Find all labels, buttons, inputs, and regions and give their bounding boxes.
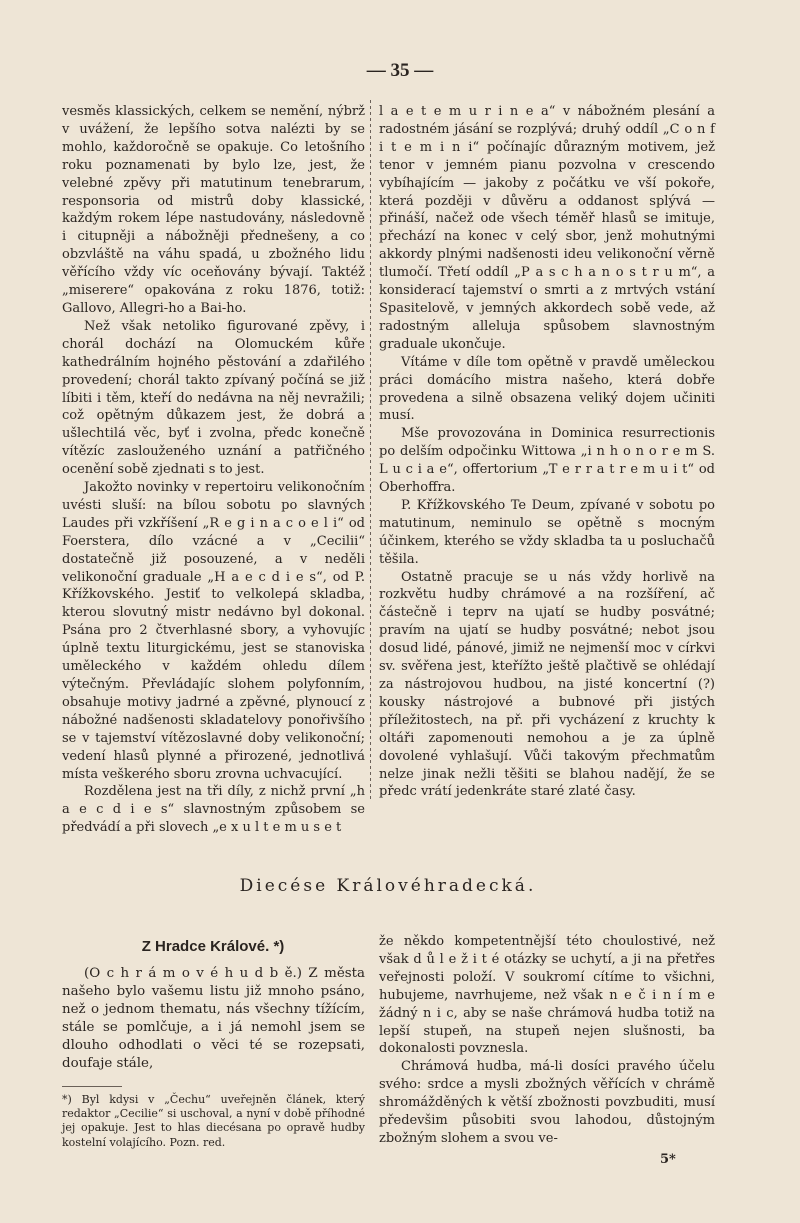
- footnote-rule: [62, 1086, 122, 1087]
- paragraph: že někdo kompetentnější této choulostivé, než však d ů l e ž i t é otázky se uchytí, a ji na přetřes veřejnosti položí. V soukromí cítíme to všichni, hubujeme, navrhujeme, než však n e č i n í m e žádný n i c, aby se naše chrámová hudba totiž na lepší stupeň, na stupeň nejen slušnosti, ba dokonalosti povznesla.: [379, 934, 715, 1057]
- article-title: Z Hradce Králové. *): [141, 938, 285, 955]
- paragraph: Mše provozována in Dominica resurrectionis po delším odpočinku Wittowa „i n h o n o r e m S. L u c i a e“, offertorium „T e r r a t r e m u i t“ od Oberhoffra.: [379, 426, 715, 496]
- paragraph: Jakožto novinky v repertoiru velikonočním uvésti sluší: na bílou sobotu po slavných Laudes při vzkříšení „R e g i n a c o e l i“ od Foerstera, dílo vzácné a v „Cecilii“ dostatečně již posouzené, a v neděli velikonoční graduale „H a e c d i e s“, od P. Křížkovského. Jestiť to velkolepá skladba, kterou slovutný mistr nedávno byl dokonal. Psána pro 2 čtverhlasné sbory, a vyhovujíc úplně textu liturgickému, jest se stanoviska uměleckého v každém ohledu dílem výtečným. Převládajíc slohem polyfonním, obsahuje motivy jadrné a zpěvné, plynoucí z nábožné nadšenosti skladatelovy ponořivšího se v tajemství vítězoslavné doby velikonoční; vedení hlasů plynné a přirozené, jednotlivá místa veškerého sboru zrovna uchvacující.: [62, 480, 365, 782]
- paragraph: Chrámová hudba, má-li dosíci pravého účelu svého: srdce a mysli zbožných věřících v chrámě shromážděných k větší zbožnosti povzbuditi, musí předevšim působiti svou lahodou, důstojným zbožným slohem a svou ve-: [379, 1059, 715, 1146]
- paragraph: vesměs klassických, celkem se nemění, nýbrž v uvážení, že lepšího sotva nalézti by se mohlo, každoročně se opakuje. Co letošního roku poznamenati by bylo lze, jest, že velebné zpěvy při matutinum tenebrarum, responsoria od mistrů doby klassické, každým rokem lépe nastudovány, následovně i citupněji a nábožněji přednešeny, a co obzvláště na váhu spadá, u zbožného lidu věřícího vždy víc oceňovány bývají. Taktéž „miserere“ opakována z roku 1876, totiž: Gallovo, Allegri-ho a Bai-ho.: [62, 104, 365, 316]
- paragraph: Vítáme v díle tom opětně v pravdě uměleckou práci domácího mistra našeho, která dobře provedena a silně obsazena veliký dojem učiniti musí.: [379, 354, 715, 424]
- paragraph: P. Křížkovského Te Deum, zpívané v sobotu po matutinum, neminulo se opětně s mocným účinkem, kterého se vždy skladba ta u posluchačů těšila.: [379, 497, 715, 567]
- bottom-right-column: [379, 933, 715, 1148]
- page-number: — 35 —: [366, 60, 434, 81]
- top-left-column: [62, 103, 365, 837]
- bottom-left-column: [62, 965, 365, 1073]
- signature-mark: 5*: [660, 1152, 676, 1167]
- paragraph: Než však netoliko figurované zpěvy, i chorál dochází na Olomuckém kůře kathedrálním hojného pěstování a zdařilého provedení; chorál takto zpívaný počíná se již líbiti i těm, kteří do nedávna na něj nevražili; což opětným důkazem jest, že dobrá a ušlechtilá věc, byť i zvolna, předc konečně vítězíc zaslouženého uznání a patřičného ocenění sobě zjednati s to jest.: [62, 318, 365, 478]
- top-right-column: [379, 103, 715, 801]
- section-header: Diecése Královéhradecká.: [239, 876, 537, 896]
- paragraph: (O c h r á m o v é h u d b ě.) Z města našeho bylo vašemu listu již mnoho psáno, než o jednom thematu, nás všechny tížícím, stále se pomlčuje, a i já nemohl jsem se dlouho odhodlati o věci té se rozepsati, doufaje stále,: [62, 966, 365, 1071]
- footnote: *) Byl kdysi v „Čechu“ uveřejněn článek, který redaktor „Cecilie“ si uschoval, a nyní v době příhodné jej opakuje. Jest to hlas diecésana po opravě hudby kostelní volajícího. Pozn. red.: [62, 1093, 365, 1149]
- paragraph: Rozdělena jest na tři díly, z nichž první „h a e c d i e s“ slavnostným způsobem se předvádí a při slovech „e x u l t e m u s e t: [62, 784, 365, 836]
- paragraph: l a e t e m u r i n e a“ v nábožném plesání a radostném jásání se rozplývá; druhý oddíl „C o n f i t e m i n i“ počínajíc důrazným motivem, jež tenor v jemném pianu pozvolna v crescendo vybíhajícím — jakoby z počátku ve vší pokoře, která později v důvěru a oddanost splývá — přináší, načež ode všech téměř hlasů se imituje, přechází na konec v celý sbor, jenž mohutnými akkordy plnými nadšenosti ideu velikonoční věrně tlumočí. Třetí oddíl „P a s c h a n o s t r u m“, a konsiderací tajemství o smrti a z mrtvých vstání Spasitelově, v jemných akkordech sobě vede, až radostným alleluja spůsobem slavnostným graduale ukončuje.: [379, 104, 715, 352]
- column-divider: [370, 100, 371, 800]
- paragraph: Ostatně pracuje se u nás vždy horlivě na rozkvětu hudby chrámové a na rozšíření, ač částečně i teprv na ujatí se hudby posvátné; pravím na ujatí se hudby posvátné; nebot jsou dosud lidé, pánové, jimiž ne nejmenší moc v církvi sv. svěřena jest, kteřížto ještě plačtivě se ohlédají za nástrojovou hudbou, na jisté koncertní (?) kousky nástrojové a bubnové při jistých příležitostech, na př. při vycházení z kruchty k oltáři zapomenouti nemohou a je za úplně dovolené vyhlašují. Vůči takovým přechmatům nelze jinak nežli těšiti se blahou nadějí, že se předc vrátí jedenkráte staré zlaté časy.: [379, 569, 715, 800]
